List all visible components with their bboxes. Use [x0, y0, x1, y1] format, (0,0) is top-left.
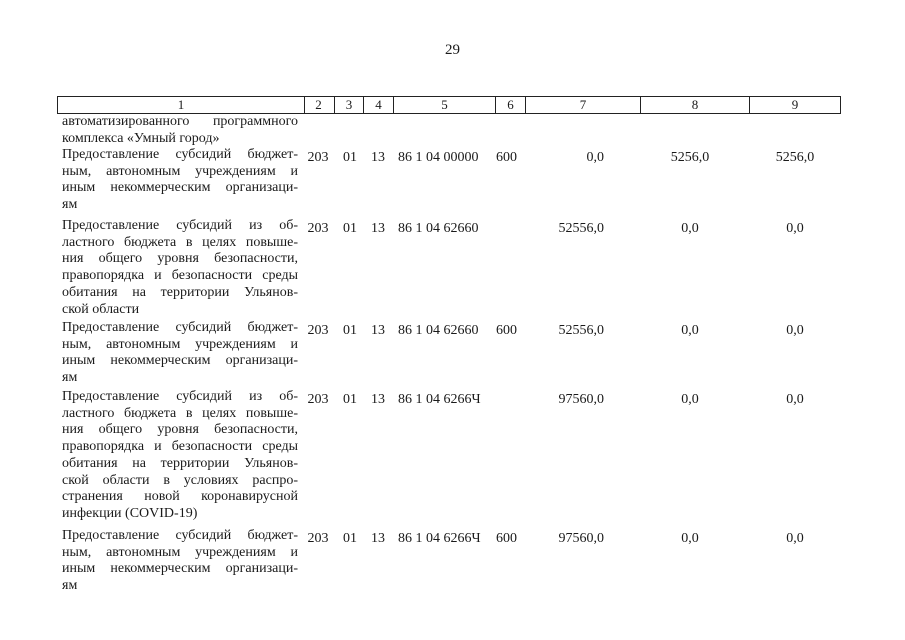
row-c4: 13 — [371, 392, 385, 407]
row-c6: 600 — [496, 150, 517, 165]
row-c9: 0,0 — [786, 323, 804, 338]
row-c6: 600 — [496, 323, 517, 338]
description-line: иным некоммерческим организаци- — [62, 353, 298, 369]
description-line: Предоставление субсидий из об- — [62, 218, 298, 233]
row-description — [62, 218, 298, 318]
description-line: инфекции (COVID-19) — [62, 505, 198, 521]
row-description — [62, 528, 298, 595]
description-line: обитания на территории Ульянов- — [62, 455, 298, 471]
row-c9: 0,0 — [786, 531, 804, 546]
description-line: странения новой коронавирусной — [62, 489, 298, 505]
header-col-9: 9 — [750, 96, 841, 114]
description-line: Предоставление субсидий бюджет- — [62, 528, 298, 543]
description-line: ния общего уровня безопасности, — [62, 251, 298, 267]
row-c5: 86 1 04 6266Ч — [398, 531, 481, 546]
row-c8: 5256,0 — [670, 150, 710, 165]
row-c5: 86 1 04 6266Ч — [398, 392, 481, 407]
row-description — [62, 389, 298, 523]
row-c4: 13 — [371, 150, 385, 165]
header-col-7: 7 — [526, 96, 641, 114]
row-c8: 0,0 — [681, 323, 699, 338]
row-c6: 600 — [496, 531, 517, 546]
row-c8: 0,0 — [681, 392, 699, 407]
row-c7: 52556,0 — [558, 323, 604, 338]
description-line: ям — [62, 197, 78, 213]
description-line: иным некоммерческим организаци- — [62, 561, 298, 577]
row-c4: 13 — [371, 323, 385, 338]
header-col-4: 4 — [364, 96, 394, 114]
description-line: ской области — [62, 301, 140, 317]
description-line: правопорядка и безопасности среды — [62, 268, 298, 284]
row-c5: 86 1 04 00000 — [398, 150, 479, 165]
row-c7: 0,0 — [586, 150, 604, 165]
description-line: автоматизированного программного — [62, 114, 298, 129]
description-line: Предоставление субсидий из об- — [62, 389, 298, 404]
description-line: ской области в условиях распро- — [62, 472, 298, 488]
row-description — [62, 320, 298, 387]
description-line: комплекса «Умный город» — [62, 130, 220, 146]
description-line: правопорядка и безопасности среды — [62, 439, 298, 455]
description-line: ластного бюджета в целях повыше- — [62, 405, 298, 421]
description-line: Предоставление субсидий бюджет- — [62, 320, 298, 335]
header-col-2: 2 — [303, 96, 335, 114]
row-c2: 203 — [307, 531, 329, 546]
row-c8: 0,0 — [681, 221, 699, 236]
row-c3: 01 — [343, 221, 357, 236]
row-c2: 203 — [307, 392, 329, 407]
description-line: ным, автономным учреждениям и — [62, 163, 298, 179]
row-c7: 97560,0 — [558, 392, 604, 407]
row-c2: 203 — [307, 323, 329, 338]
row-description — [62, 147, 298, 214]
row-c4: 13 — [371, 531, 385, 546]
header-col-6: 6 — [496, 96, 526, 114]
row-c4: 13 — [371, 221, 385, 236]
row-c9: 0,0 — [786, 221, 804, 236]
header-col-8: 8 — [641, 96, 750, 114]
description-line: ластного бюджета в целях повыше- — [62, 234, 298, 250]
description-line: ным, автономным учреждениям и — [62, 544, 298, 560]
header-col-1: 1 — [57, 96, 305, 114]
row-c7: 52556,0 — [558, 221, 604, 236]
description-line: ния общего уровня безопасности, — [62, 422, 298, 438]
row-c2: 203 — [307, 221, 329, 236]
description-line: ным, автономным учреждениям и — [62, 336, 298, 352]
row-c9: 5256,0 — [775, 150, 815, 165]
header-col-3: 3 — [335, 96, 364, 114]
header-col-5: 5 — [394, 96, 496, 114]
description-line: ям — [62, 370, 78, 386]
page-number: 29 — [445, 42, 460, 58]
row-c5: 86 1 04 62660 — [398, 221, 479, 236]
description-line: иным некоммерческим организаци- — [62, 180, 298, 196]
row-c7: 97560,0 — [558, 531, 604, 546]
row-c3: 01 — [343, 531, 357, 546]
row-c8: 0,0 — [681, 531, 699, 546]
row-c2: 203 — [307, 150, 329, 165]
row-c5: 86 1 04 62660 — [398, 323, 479, 338]
row-c3: 01 — [343, 150, 357, 165]
row-description — [62, 114, 298, 147]
row-c3: 01 — [343, 323, 357, 338]
description-line: обитания на территории Ульянов- — [62, 284, 298, 300]
row-c3: 01 — [343, 392, 357, 407]
description-line: Предоставление субсидий бюджет- — [62, 147, 298, 162]
description-line: ям — [62, 578, 78, 594]
row-c9: 0,0 — [786, 392, 804, 407]
